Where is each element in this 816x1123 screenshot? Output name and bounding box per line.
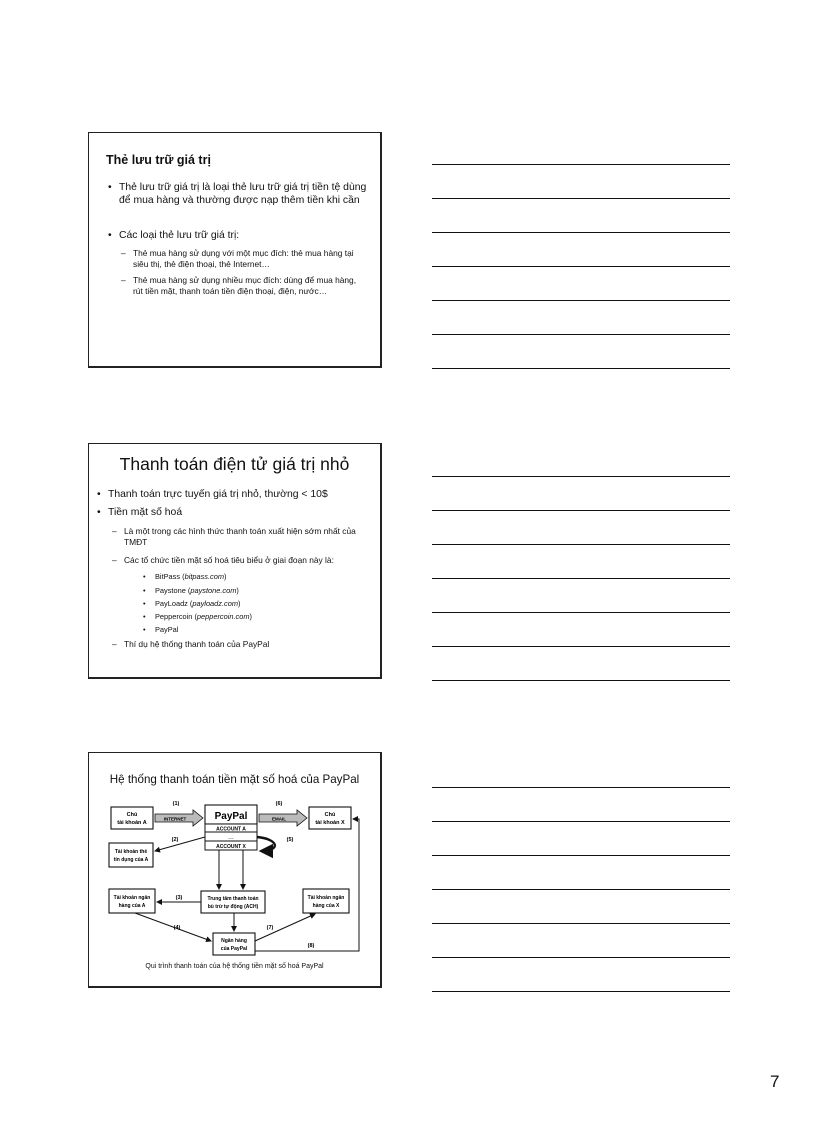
bank-account-a-box [109,889,155,913]
svg-text:(4): (4) [173,925,181,931]
bullet-item: • Các loại thẻ lưu trữ giá trị: [108,230,240,241]
bullet-item: • Tiền mặt số hoá [97,507,183,518]
org-item: • Peppercoin (peppercoin.com) [143,612,252,621]
bullet-item: • Thẻ lưu trữ giá trị là loại thẻ lưu trữ giá trị tiền tệ dùng để mua hàng và thường được nạp thêm tiền khi cần [108,182,367,206]
org-item: • Paystone (paystone.com) [143,586,239,595]
org-item: • PayPal [143,625,179,634]
sub-bullet-item: – Các tổ chức tiền mặt số hoá tiêu biểu ở giai đoạn này là: [112,555,334,565]
svg-text:(3): (3) [175,895,183,901]
svg-text:ACCOUNT X: ACCOUNT X [216,844,246,850]
svg-text:Trung tâm thanh toánbù trừ tự: Trung tâm thanh toán bù trừ tự động (ACH) [207,896,259,910]
org-item: • BitPass (bitpass.com) [143,572,227,581]
slide-title: Thẻ lưu trữ giá trị [106,153,211,167]
svg-text:(6): (6) [275,801,283,807]
svg-text:(2): (2) [171,837,179,843]
credit-card-a-box [109,843,153,867]
svg-text:(7): (7) [266,925,274,931]
svg-text:(5): (5) [286,837,294,843]
paypal-label: PayPal [214,811,248,822]
diagram-caption: Qui trình thanh toán của hệ thống tiền mặt số hoá PayPal [145,963,324,970]
svg-text:(1): (1) [172,801,180,807]
slide-stored-value-card [88,132,382,368]
svg-text:Tài khoản thẻtín dụng của A: Tài khoản thẻ tín dụng của A [113,849,149,863]
paypal-flow-diagram [89,793,381,973]
svg-text:Chủtài khoản X: Chủ tài khoản X [315,812,345,826]
slide-paypal-system [88,752,382,988]
svg-text:(8): (8) [307,943,315,949]
svg-text:Tài khoản ngânhàng của X: Tài khoản ngân hàng của X [307,895,345,909]
svg-text:…: … [228,835,234,841]
svg-text:Ngân hàngcủa PayPal: Ngân hàng của PayPal [220,938,248,952]
svg-text:EMAIL: EMAIL [272,816,286,822]
sub-bullet-item: – Thí dụ hệ thống thanh toán của PayPal [112,639,270,649]
slide-micropayment [88,443,382,679]
slide-title: Hệ thống thanh toán tiền mặt số hoá của PayPal [109,773,360,786]
bank-account-x-box [303,889,349,913]
slide-title: Thanh toán điện tử giá trị nhỏ [119,454,350,474]
sub-bullet-item: – Thẻ mua hàng sử dụng nhiều mục đích: dùng để mua hàng, rút tiền mặt, thanh toán tiền điện thoại, điện, nước… [121,275,357,296]
svg-text:ACCOUNT A: ACCOUNT A [216,826,246,833]
page-number: 7 [770,1072,780,1091]
org-item: • PayLoadz (payloadz.com) [143,599,241,608]
sub-bullet-item: – Là một trong các hình thức thanh toán xuất hiện sớm nhất của TMĐT [112,526,356,547]
svg-text:Chủtài khoản A: Chủ tài khoản A [117,812,147,826]
bullet-item: • Thanh toán trực tuyến giá trị nhỏ, thường < 10$ [97,489,328,500]
sub-bullet-item: – Thẻ mua hàng sử dụng với một mục đích: thẻ mua hàng tại siêu thị, thẻ điện thoại, thẻ Internet… [121,248,354,269]
svg-text:Tài khoản ngânhàng của A: Tài khoản ngân hàng của A [113,895,151,909]
svg-text:INTERNET: INTERNET [163,816,187,822]
